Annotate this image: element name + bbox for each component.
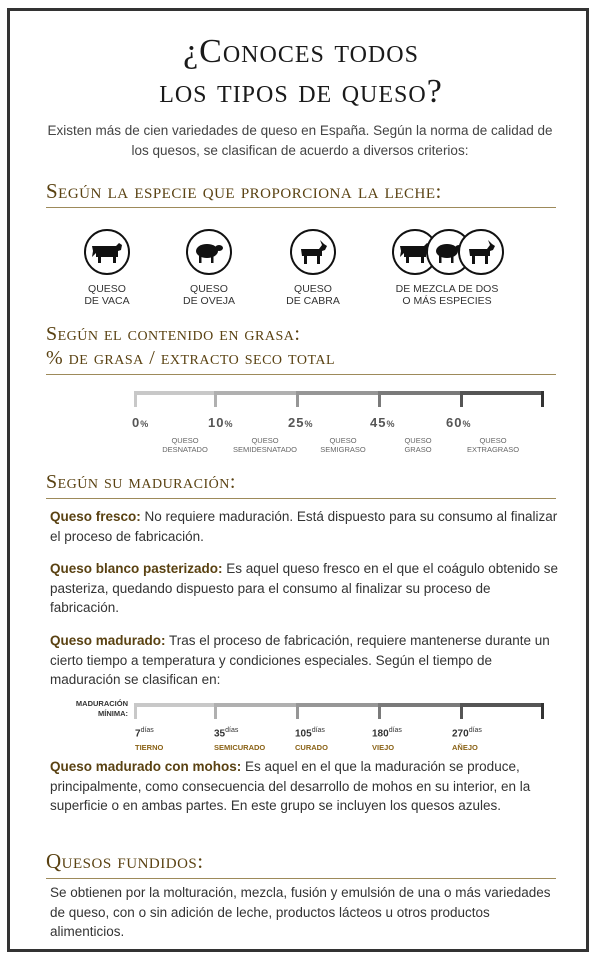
grasa-cat-graso: QUESO GRASO <box>404 436 432 454</box>
especie-label-oveja: QUESO DE OVEJA <box>183 283 235 307</box>
grasa-scale <box>134 391 544 407</box>
grasa-rule <box>46 374 556 375</box>
maduracion-heading: Según su maduración: <box>46 471 236 493</box>
cow-icon <box>84 229 130 275</box>
dias-35: $35^{días}$ <box>214 727 239 740</box>
dias-7: $7^{días}$ <box>135 727 154 740</box>
dias-name-semicurado: SEMICURADO <box>214 743 266 752</box>
maduracion-min-label: MADURACIÓN MÍNIMA: <box>75 699 128 718</box>
para-fresco: Queso fresco: No requiere maduración. Está dispuesto para su consumo al finalizar el proceso de fabricación. <box>50 509 558 544</box>
para-madurado: Queso madurado: Tras el proceso de fabricación, requiere mantenerse durante un cierto tiempo a temperatura y condiciones especiales. Según el tiempo de maduración se clasifican en: <box>50 633 550 687</box>
grasa-cat-extragraso: QUESO EXTRAGRASO <box>466 436 520 454</box>
para-blanco: Queso blanco pasterizado: Es aquel queso fresco en el que el coágulo obtenido se pasteriza, quedando dispuesto para el consumo al finalizar su proceso de fabricación. <box>50 561 559 615</box>
maduracion-rule <box>46 498 556 499</box>
dias-270: $270^{días}$ <box>452 727 482 740</box>
maduracion-scale <box>134 703 544 719</box>
especie-rule <box>46 207 556 208</box>
dias-name-viejo: VIEJO <box>372 743 395 752</box>
grasa-heading-1: Según el contenido en grasa: <box>46 323 301 345</box>
dias-105: $105^{días}$ <box>295 727 325 740</box>
especie-label-mezcla: DE MEZCLA DE DOS O MÁS ESPECIES <box>395 283 499 307</box>
grasa-heading-2: % de grasa / extracto seco total <box>46 347 336 369</box>
fundidos-rule <box>46 878 556 879</box>
mixed-animals-icon <box>392 229 502 279</box>
grasa-mark-25: 25% <box>288 415 314 430</box>
grasa-cat-semigraso: QUESO SEMIGRASO <box>320 436 366 454</box>
goat-icon <box>290 229 336 275</box>
infographic-frame <box>7 8 589 952</box>
title-line-2: los tipos de queso? <box>159 73 443 110</box>
sheep-icon <box>186 229 232 275</box>
especie-label-vaca: QUESO DE VACA <box>84 283 130 307</box>
grasa-mark-0: 0% <box>132 415 150 430</box>
grasa-cat-semidesnatado: QUESO SEMIDESNATADO <box>233 436 297 454</box>
dias-name-curado: CURADO <box>295 743 328 752</box>
dias-180: $180^{días}$ <box>372 727 402 740</box>
title-line-1: ¿Conoces todos <box>183 33 419 70</box>
fundidos-heading: Quesos fundidos: <box>46 849 204 873</box>
mixed-goat-icon <box>458 229 504 275</box>
grasa-cat-desnatado: QUESO DESNATADO <box>162 436 208 454</box>
intro-text: Existen más de cien variedades de queso en España. Según la norma de calidad de los quesos, se clasifican de acuerdo a diversos criterios: <box>47 123 553 158</box>
especie-label-cabra: QUESO DE CABRA <box>286 283 340 307</box>
para-fundidos: Se obtienen por la molturación, mezcla, fusión y emulsión de una o más variedades de queso, con o sin adición de leche, productos lácteos u otros productos alimenticios. <box>50 885 551 939</box>
grasa-mark-10: 10% <box>208 415 234 430</box>
dias-name-anejo: AÑEJO <box>452 743 478 752</box>
grasa-mark-45: 45% <box>370 415 396 430</box>
dias-name-tierno: TIERNO <box>135 743 164 752</box>
especie-heading: Según la especie que proporciona la leche: <box>46 179 442 203</box>
para-mohos: Queso madurado con mohos: Es aquel en el que la maduración se produce, principalmente, como consecuencia del desarrollo de mohos en su interior, en la superficie o en ambas partes. En este grupo se incluyen los quesos azules. <box>50 759 531 813</box>
grasa-mark-60: 60% <box>446 415 472 430</box>
